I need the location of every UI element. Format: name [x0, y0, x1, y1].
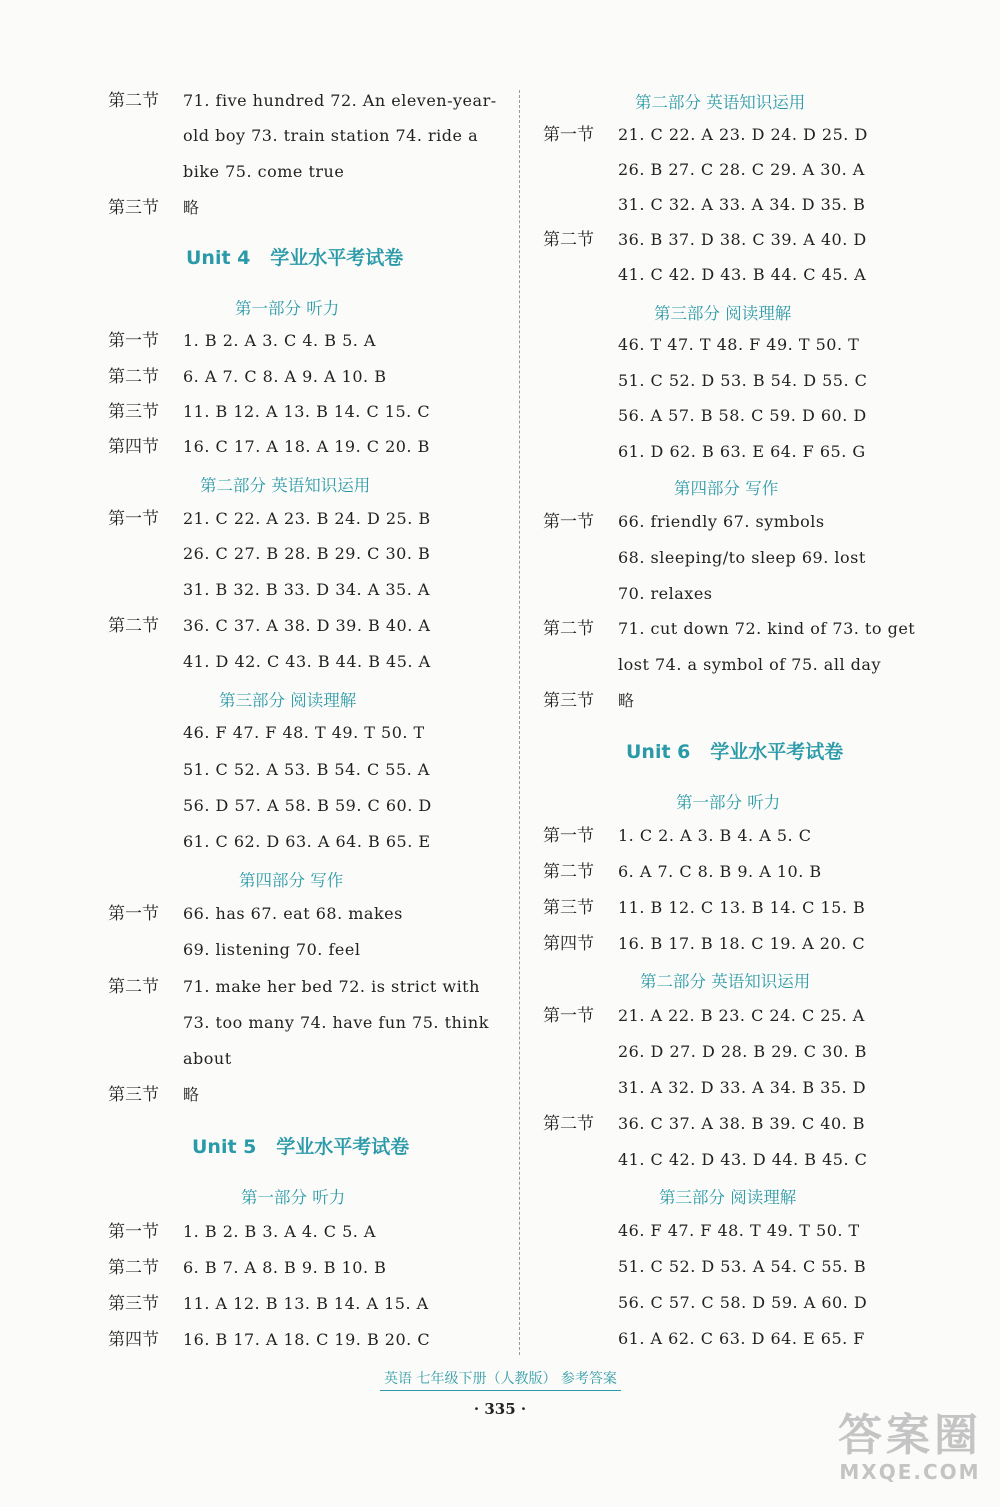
answer-line: 41. C 42. D 43. B 44. C 45. A — [618, 265, 867, 284]
answer-line: 51. C 52. D 53. B 54. D 55. C — [618, 371, 868, 390]
answer-line: 31. B 32. B 33. D 34. A 35. A — [183, 580, 430, 599]
answer-line: about — [183, 1049, 232, 1068]
answer-line: 56. C 57. C 58. D 59. A 60. D — [618, 1293, 868, 1312]
answer-line: 1. C 2. A 3. B 4. A 5. C — [618, 826, 812, 845]
section-label: 第二节 — [543, 1114, 594, 1134]
answer-line: lost 74. a symbol of 75. all day — [618, 655, 881, 674]
section-label: 第三节 — [108, 198, 159, 218]
unit-number: Unit 6 — [626, 741, 691, 763]
answer-line: 61. A 62. C 63. D 64. E 65. F — [618, 1329, 865, 1348]
answer-line: 46. T 47. T 48. F 49. T 50. T — [618, 335, 860, 354]
part-heading: 第二部分 英语知识运用 — [200, 476, 371, 495]
section-label: 第三节 — [108, 402, 159, 422]
section-label: 第二节 — [543, 862, 594, 882]
section-label: 第一节 — [543, 1006, 594, 1026]
part-heading: 第二部分 英语知识运用 — [635, 93, 806, 112]
unit-number: Unit 4 — [186, 247, 251, 269]
unit-title — [192, 1132, 409, 1159]
answer-line: 11. A 12. B 13. B 14. A 15. A — [183, 1294, 429, 1313]
answer-line: 1. B 2. B 3. A 4. C 5. A — [183, 1222, 376, 1241]
answer-line: 51. C 52. A 53. B 54. C 55. A — [183, 760, 430, 779]
answer-line: 66. friendly 67. symbols — [618, 512, 825, 531]
section-label: 第一节 — [543, 512, 594, 532]
part-heading: 第一部分 听力 — [676, 793, 781, 812]
answer-line: 6. A 7. C 8. A 9. A 10. B — [183, 367, 387, 386]
section-label: 第二节 — [108, 616, 159, 636]
section-label: 第一节 — [108, 904, 159, 924]
answer-line: 61. C 62. D 63. A 64. B 65. E — [183, 832, 431, 851]
answer-line: 56. D 57. A 58. B 59. C 60. D — [183, 796, 432, 815]
answer-line: 36. C 37. A 38. D 39. B 40. A — [183, 616, 431, 635]
answer-line: 68. sleeping/to sleep 69. lost — [618, 548, 866, 567]
unit-title — [186, 243, 403, 270]
section-label: 第三节 — [108, 1085, 159, 1105]
answer-line: 26. D 27. D 28. B 29. C 30. B — [618, 1042, 867, 1061]
section-label: 第四节 — [543, 934, 594, 954]
column-divider — [519, 90, 520, 1355]
answer-line: 71. make her bed 72. is strict with — [183, 977, 480, 996]
part-heading: 第四部分 写作 — [674, 479, 779, 498]
watermark-url: MXQE.COM — [839, 1460, 981, 1484]
section-label: 第三节 — [543, 898, 594, 918]
section-label: 第二节 — [108, 1258, 159, 1278]
answer-line: old boy 73. train station 74. ride a — [183, 126, 479, 145]
part-heading: 第二部分 英语知识运用 — [640, 972, 811, 991]
answer-line: 51. C 52. D 53. A 54. C 55. B — [618, 1257, 867, 1276]
answer-line: 69. listening 70. feel — [183, 940, 361, 959]
answer-line: 41. D 42. C 43. B 44. B 45. A — [183, 652, 431, 671]
section-label: 第二节 — [543, 230, 594, 250]
answer-line: 71. five hundred 72. An eleven-year- — [183, 91, 497, 110]
answer-line: 26. B 27. C 28. C 29. A 30. A — [618, 160, 865, 179]
answer-line: 41. C 42. D 43. D 44. B 45. C — [618, 1150, 868, 1169]
unit-title — [626, 737, 843, 764]
answer-line: 61. D 62. B 63. E 64. F 65. G — [618, 442, 866, 461]
section-label: 第二节 — [108, 91, 159, 111]
answer-line: 11. B 12. C 13. B 14. C 15. B — [618, 898, 866, 917]
section-label: 第二节 — [108, 367, 159, 387]
answer-line: 66. has 67. eat 68. makes — [183, 904, 403, 923]
part-heading: 第三部分 阅读理解 — [219, 691, 357, 710]
section-label: 第四节 — [108, 437, 159, 457]
answer-line: bike 75. come true — [183, 162, 345, 181]
part-heading: 第一部分 听力 — [241, 1188, 346, 1207]
section-label: 第一节 — [108, 331, 159, 351]
answer-line: 36. C 37. A 38. B 39. C 40. B — [618, 1114, 866, 1133]
answer-line: 16. B 17. B 18. C 19. A 20. C — [618, 934, 866, 953]
unit-title-text: 学业水平考试卷 — [270, 247, 404, 269]
part-heading: 第一部分 听力 — [235, 299, 340, 318]
answer-line: 21. C 22. A 23. B 24. D 25. B — [183, 509, 431, 528]
answer-line: 26. C 27. B 28. B 29. C 30. B — [183, 544, 431, 563]
page-number: · 335 · — [473, 1400, 527, 1418]
site-watermark — [838, 1412, 982, 1484]
answer-line: 31. A 32. D 33. A 34. B 35. D — [618, 1078, 867, 1097]
answer-line: 46. F 47. F 48. T 49. T 50. T — [183, 723, 425, 742]
answer-line: 46. F 47. F 48. T 49. T 50. T — [618, 1221, 860, 1240]
section-label: 第四节 — [108, 1330, 159, 1350]
answer-line: 16. B 17. A 18. C 19. B 20. C — [183, 1330, 431, 1349]
answer-line: 56. A 57. B 58. C 59. D 60. D — [618, 406, 867, 425]
section-label: 第一节 — [108, 509, 159, 529]
answer-line: 11. B 12. A 13. B 14. C 15. C — [183, 402, 431, 421]
unit-title-text: 学业水平考试卷 — [710, 741, 844, 763]
part-heading: 第三部分 阅读理解 — [659, 1188, 797, 1207]
answer-line: 70. relaxes — [618, 584, 713, 603]
part-heading: 第三部分 阅读理解 — [654, 304, 792, 323]
answer-line: 21. A 22. B 23. C 24. C 25. A — [618, 1006, 865, 1025]
answer-line: 1. B 2. A 3. C 4. B 5. A — [183, 331, 376, 350]
answer-line: 略 — [183, 198, 200, 217]
running-footer: 英语 七年级下册（人教版） 参考答案 — [380, 1368, 621, 1391]
part-heading: 第四部分 写作 — [239, 871, 344, 890]
section-label: 第一节 — [543, 125, 594, 145]
answer-line: 16. C 17. A 18. A 19. C 20. B — [183, 437, 430, 456]
answer-line: 36. B 37. D 38. C 39. A 40. D — [618, 230, 867, 249]
answer-line: 21. C 22. A 23. D 24. D 25. D — [618, 125, 868, 144]
answer-line: 71. cut down 72. kind of 73. to get — [618, 619, 916, 638]
watermark-logo-text: 答案圈 — [838, 1410, 982, 1461]
answer-line: 73. too many 74. have fun 75. think — [183, 1013, 489, 1032]
unit-number: Unit 5 — [192, 1136, 257, 1158]
answer-line: 6. A 7. C 8. B 9. A 10. B — [618, 862, 822, 881]
answer-line: 31. C 32. A 33. A 34. D 35. B — [618, 195, 866, 214]
section-label: 第三节 — [543, 691, 594, 711]
section-label: 第一节 — [108, 1222, 159, 1242]
section-label: 第二节 — [543, 619, 594, 639]
section-label: 第三节 — [108, 1294, 159, 1314]
section-label: 第二节 — [108, 977, 159, 997]
answer-line: 略 — [618, 691, 635, 710]
section-label: 第一节 — [543, 826, 594, 846]
unit-title-text: 学业水平考试卷 — [276, 1136, 410, 1158]
answer-line: 6. B 7. A 8. B 9. B 10. B — [183, 1258, 387, 1277]
answer-line: 略 — [183, 1085, 200, 1104]
